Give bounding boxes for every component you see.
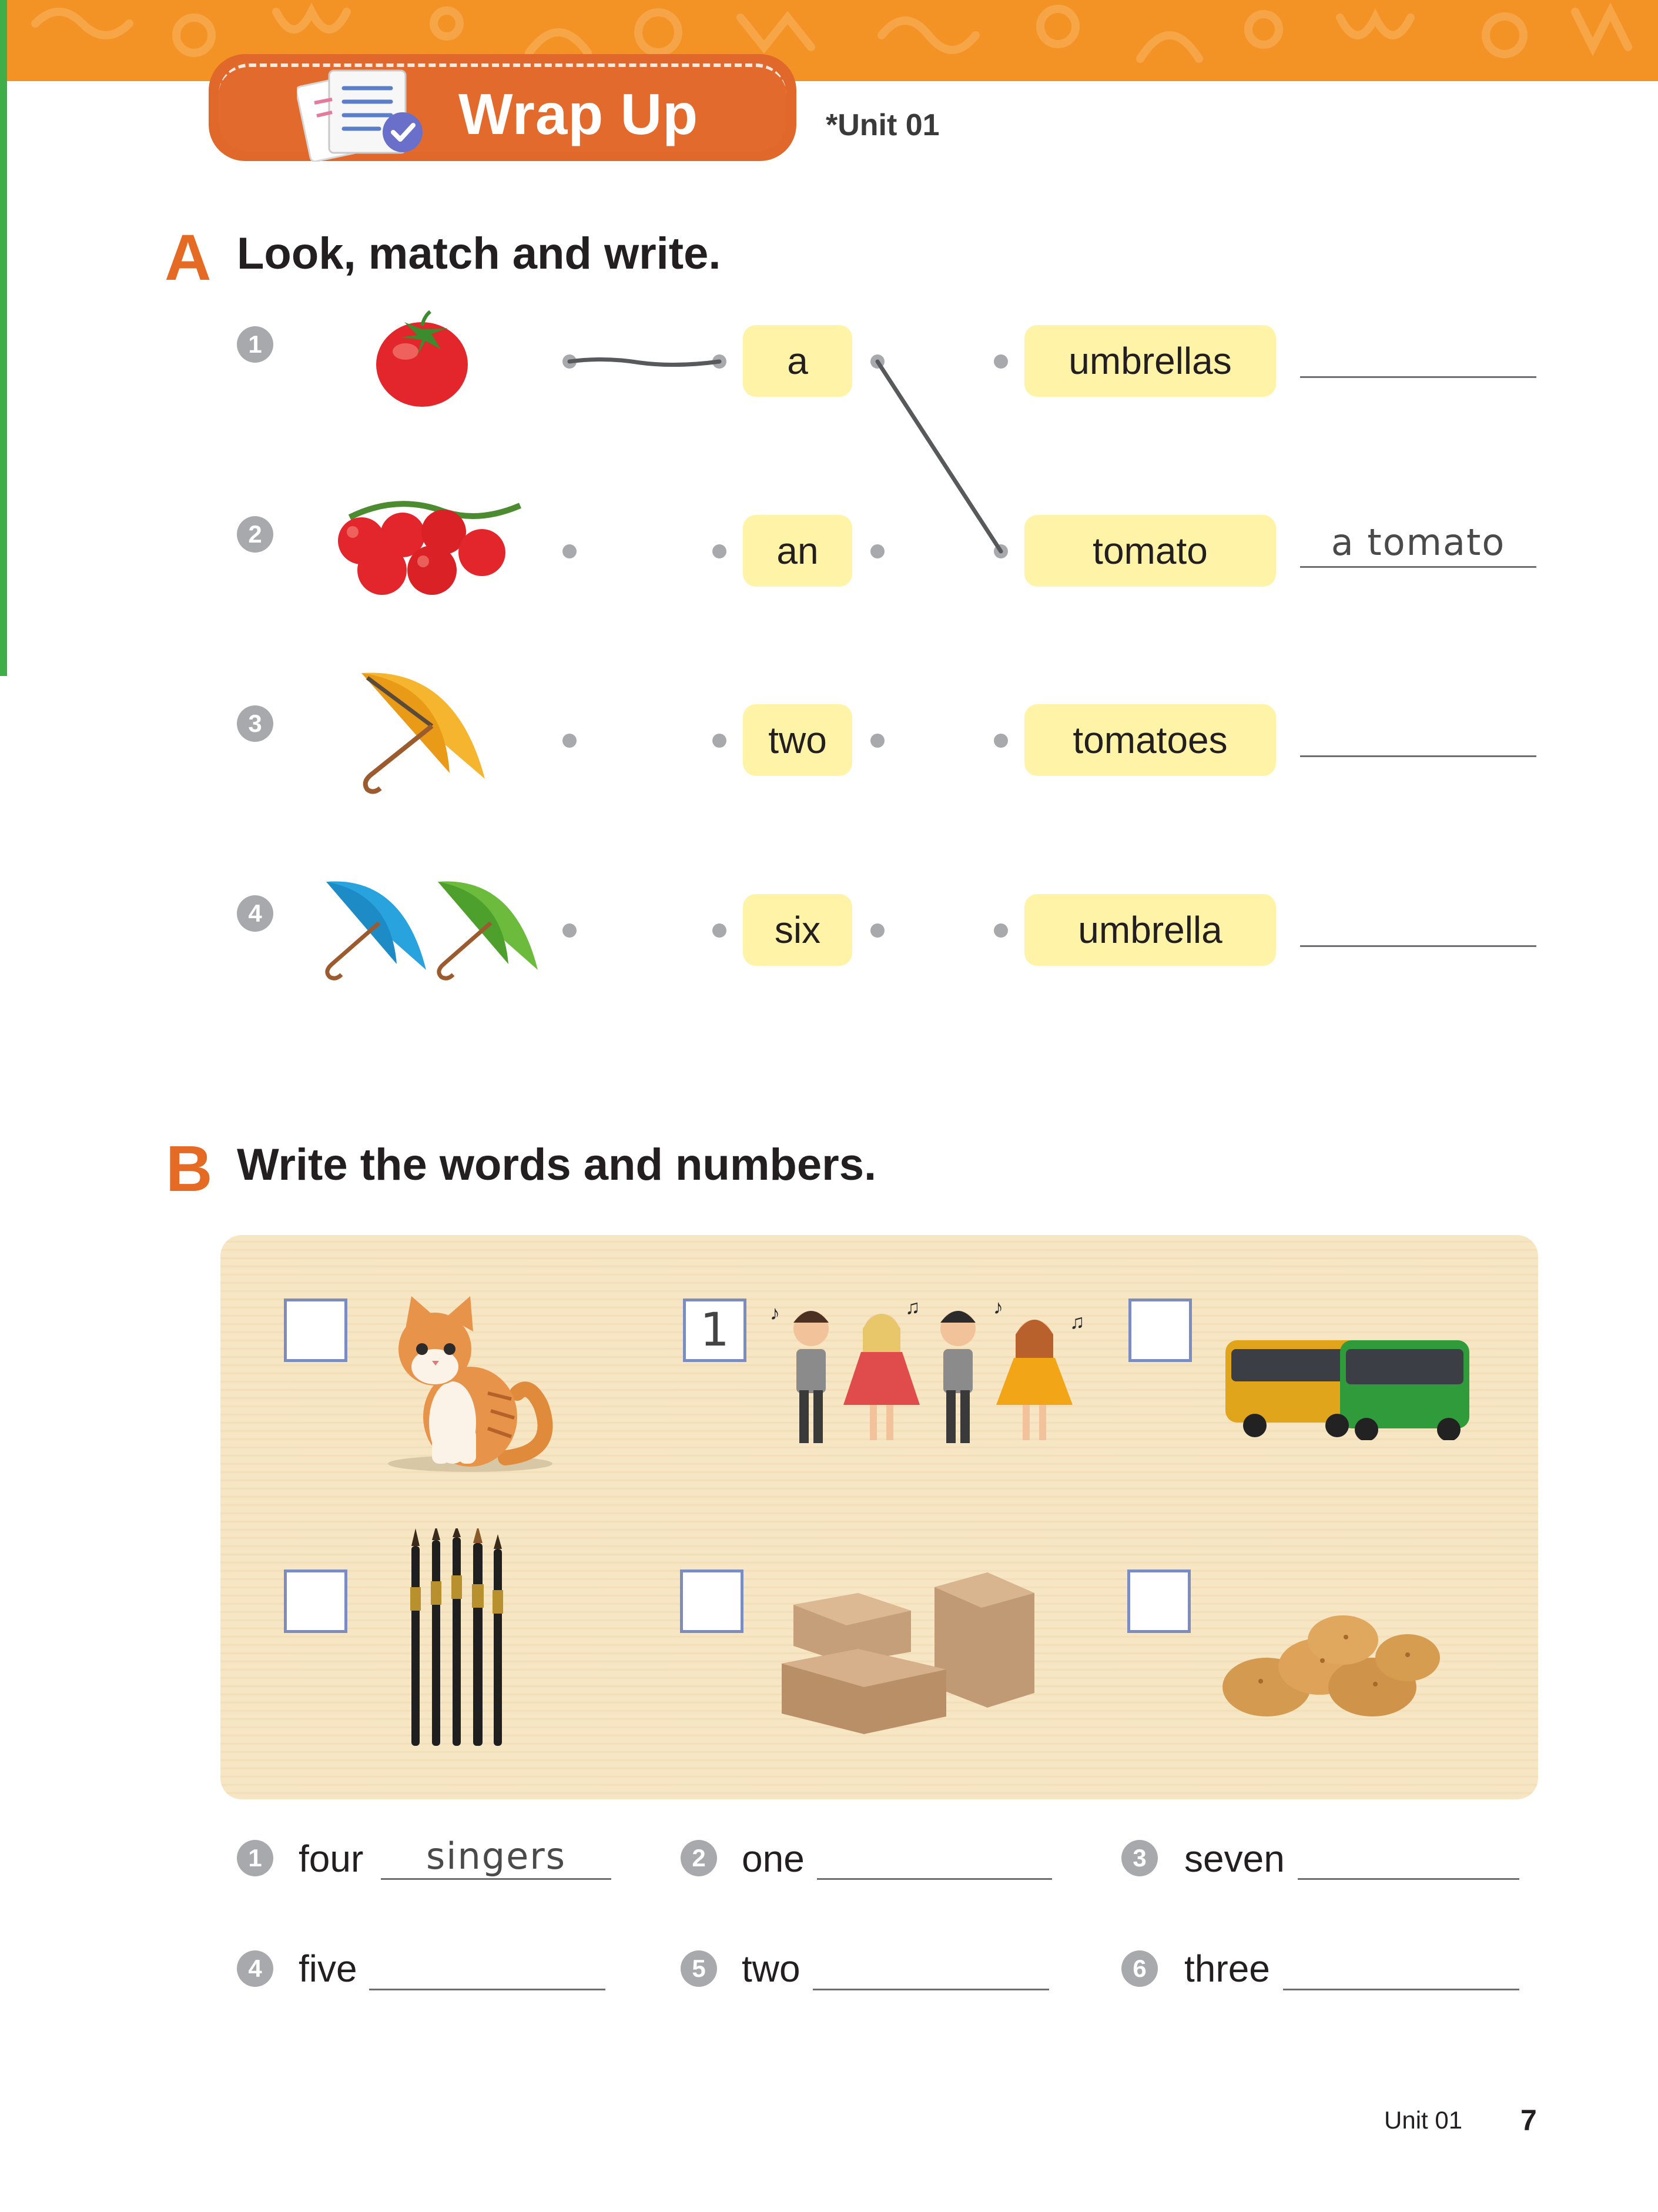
row-number-badge: 4 [237, 895, 273, 932]
answer-line[interactable] [1300, 898, 1536, 947]
cat-icon [370, 1293, 558, 1475]
answer-line[interactable] [1300, 329, 1536, 378]
word-box-left: two [743, 704, 852, 776]
section-a-title: Look, match and write. [237, 229, 721, 279]
item-word: five [299, 1947, 357, 1990]
example-match-lines [0, 0, 1658, 588]
row-number-badge: 1 [237, 326, 273, 363]
potatoes-icon [1220, 1605, 1443, 1722]
item-number-badge: 4 [237, 1950, 273, 1987]
count-box[interactable] [1127, 1570, 1191, 1633]
word-box-right: tomato [1024, 515, 1276, 587]
answer-line[interactable] [813, 1945, 1049, 1990]
svg-text:♪: ♪ [993, 1296, 1003, 1319]
item-word: two [742, 1947, 800, 1990]
row-number-badge: 3 [237, 705, 273, 742]
word-box-left: a [743, 325, 852, 397]
match-dot[interactable] [562, 734, 577, 748]
item-word: three [1184, 1947, 1270, 1990]
answer-line[interactable] [369, 1945, 605, 1990]
item-word: seven [1184, 1838, 1285, 1880]
two-umbrellas-icon [320, 876, 544, 982]
section-a-letter: A [165, 222, 212, 294]
match-dot[interactable] [870, 734, 885, 748]
answer-line[interactable] [1300, 708, 1536, 757]
match-dot[interactable] [994, 734, 1008, 748]
item-number-badge: 2 [681, 1840, 717, 1876]
unit-tag: *Unit 01 [826, 108, 940, 142]
count-box[interactable] [284, 1570, 347, 1633]
section-b-letter: B [166, 1133, 213, 1205]
row-number-badge: 2 [237, 516, 273, 553]
match-dot[interactable] [712, 923, 726, 938]
match-dot[interactable] [994, 923, 1008, 938]
item-word: one [742, 1838, 805, 1880]
svg-text:♪: ♪ [770, 1302, 780, 1324]
word-box-left: six [743, 894, 852, 966]
answer-line[interactable]: singers [381, 1834, 611, 1880]
count-box[interactable] [1128, 1299, 1192, 1362]
singers-icon [764, 1296, 1093, 1467]
footer-unit: Unit 01 [1384, 2106, 1463, 2134]
buses-icon [1220, 1328, 1490, 1440]
match-dot[interactable] [562, 923, 577, 938]
svg-text:♫: ♫ [905, 1296, 920, 1319]
page-number: 7 [1520, 2104, 1537, 2137]
boxes-icon [776, 1570, 1040, 1734]
count-box[interactable] [680, 1570, 743, 1633]
word-box-right: umbrellas [1024, 325, 1276, 397]
answer-line[interactable]: a tomato [1300, 519, 1536, 568]
answer-line[interactable] [1298, 1834, 1519, 1880]
yellow-umbrella-icon [350, 661, 497, 797]
paintbrushes-icon [406, 1528, 517, 1752]
section-b-title: Write the words and numbers. [237, 1140, 877, 1190]
match-dot[interactable] [870, 923, 885, 938]
item-number-badge: 3 [1121, 1840, 1158, 1876]
count-box[interactable]: 1 [683, 1299, 746, 1362]
match-dot[interactable] [712, 734, 726, 748]
word-box-left: an [743, 515, 852, 587]
svg-text:♫: ♫ [1070, 1311, 1085, 1333]
answer-line[interactable] [1283, 1945, 1519, 1990]
page-title: Wrap Up [458, 82, 699, 146]
word-box-right: tomatoes [1024, 704, 1276, 776]
answer-line[interactable] [817, 1834, 1052, 1880]
item-number-badge: 5 [681, 1950, 717, 1987]
word-box-right: umbrella [1024, 894, 1276, 966]
count-box[interactable] [284, 1299, 347, 1362]
item-word: four [299, 1838, 364, 1880]
item-number-badge: 1 [237, 1840, 273, 1876]
item-number-badge: 6 [1121, 1950, 1158, 1987]
